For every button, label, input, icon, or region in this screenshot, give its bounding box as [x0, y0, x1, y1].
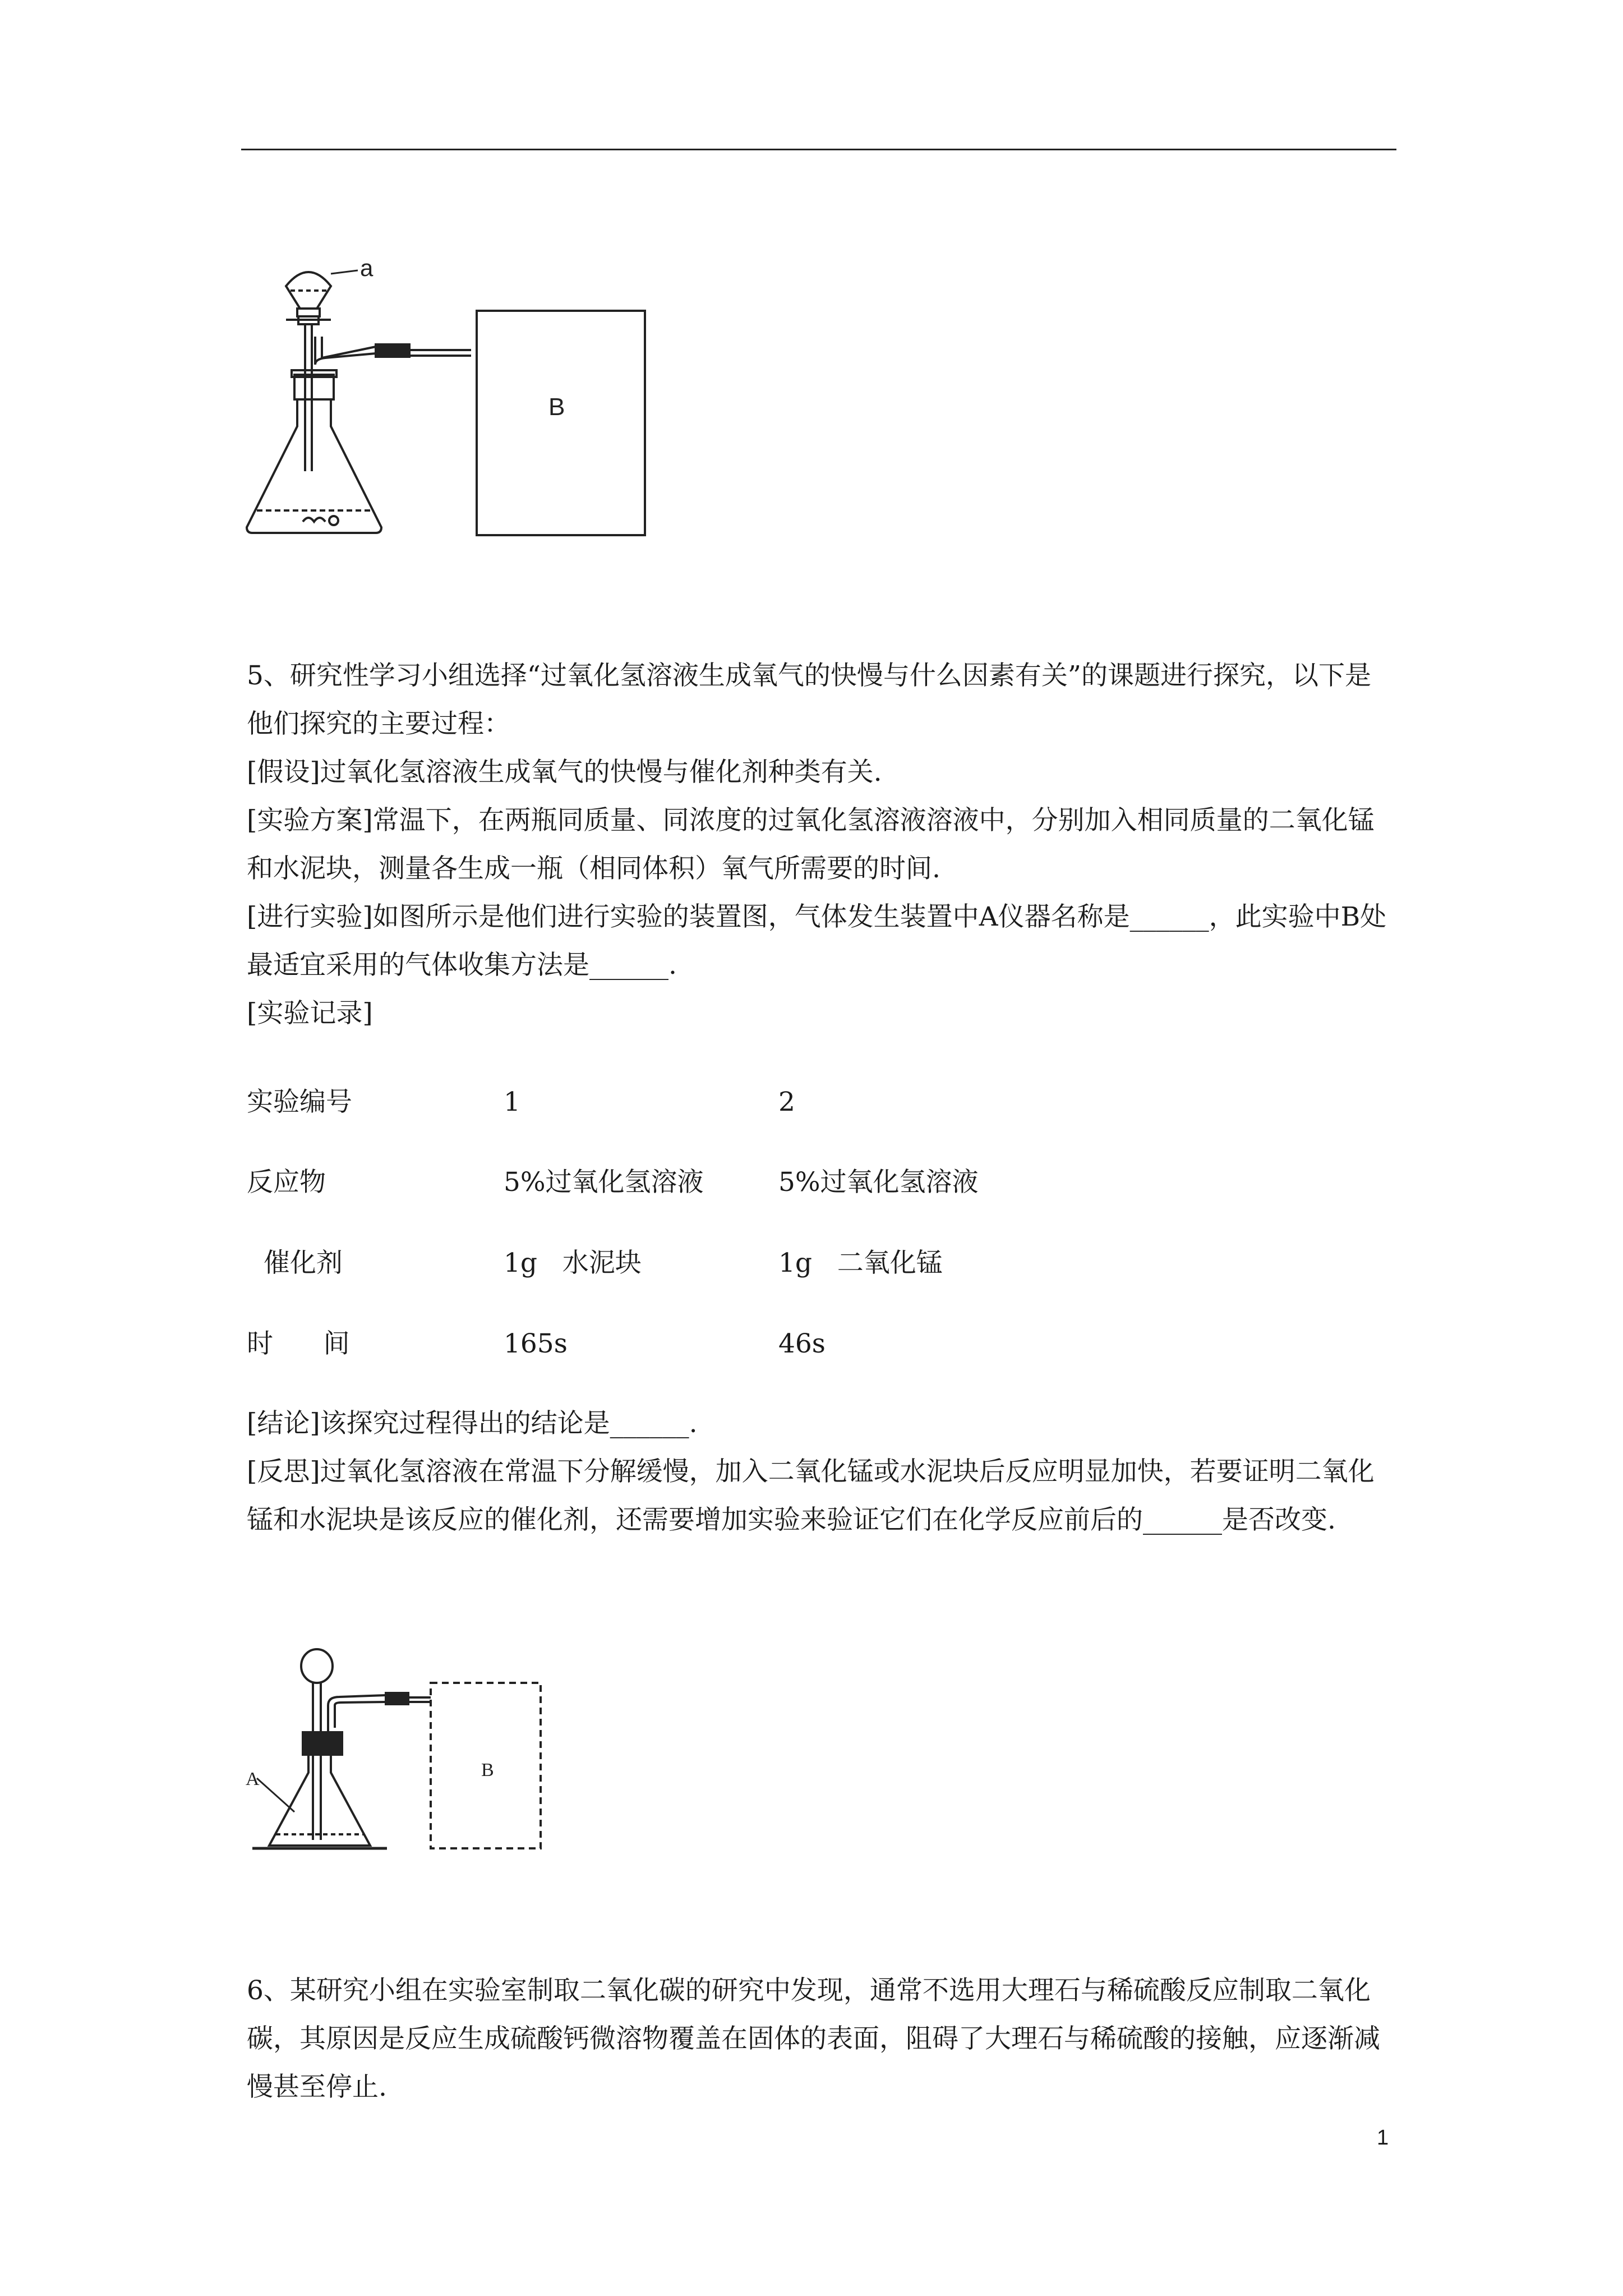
header-rule	[241, 149, 1396, 150]
apparatus-figure-1	[236, 247, 662, 550]
q5-intro: 5、研究性学习小组选择“过氧化氢溶液生成氧气的快慢与什么因素有关”的课题进行探究，以下是他们探究的主要过程：	[247, 660, 1371, 739]
table-cell: 1g 水泥块	[504, 1248, 642, 1278]
q5-plan: [实验方案]常温下，在两瓶同质量、同浓度的过氧化氢溶液溶液中，分别加入相同质量的二氧化锰和水泥块，测量各生成一瓶（相同体积）氧气所需要的时间.	[247, 805, 1375, 884]
table-cell: 1	[504, 1087, 520, 1117]
funnel-label-a: a	[360, 255, 374, 281]
table-cell: 反应物	[247, 1167, 326, 1198]
table-cell: 催化剂	[247, 1248, 343, 1278]
table-cell: 5%过氧化氢溶液	[504, 1167, 704, 1198]
flask-label-a: A	[246, 1769, 260, 1789]
question-5	[247, 652, 1396, 1038]
question-5-continued	[247, 1400, 1396, 1544]
q6-text: 6、某研究小组在实验室制取二氧化碳的研究中发现，通常不选用大理石与稀硫酸反应制取二氧化碳，其原因是反应生成硫酸钙微溶物覆盖在固体的表面，阻碍了大理石与稀硫酸的接触，应逐渐减慢甚至停止.	[247, 1975, 1380, 2102]
question-6	[247, 1967, 1396, 2111]
page-number: 1	[1377, 2126, 1389, 2150]
table-cell: 5%过氧化氢溶液	[778, 1167, 979, 1198]
apparatus-figure-2	[241, 1644, 566, 1868]
table-cell: 2	[778, 1087, 795, 1117]
box-b-label: B	[481, 1760, 494, 1780]
q5-experiment: [进行实验]如图所示是他们进行实验的装置图，气体发生装置中A仪器名称是______，此实验中B处最适宜采用的气体收集方法是______.	[247, 901, 1387, 981]
collection-box-b	[477, 311, 645, 535]
q5-conclusion: [结论]该探究过程得出的结论是______.	[247, 1408, 698, 1439]
table-cell: 1g 二氧化锰	[778, 1248, 943, 1278]
table-cell: 165s	[504, 1328, 568, 1359]
conical-flask	[247, 399, 381, 533]
table-cell: 时 间	[247, 1328, 350, 1359]
box-b-label: B	[548, 393, 565, 421]
q5-reflection: [反思]过氧化氢溶液在常温下分解缓慢，加入二氧化锰或水泥块后反应明显加快，若要证明二氧化锰和水泥块是该反应的催化剂，还需要增加实验来验证它们在化学反应前后的______是否改变.	[247, 1456, 1375, 1535]
table-cell: 实验编号	[247, 1087, 352, 1117]
q5-hypothesis: [假设]过氧化氢溶液生成氧气的快慢与催化剂种类有关.	[247, 757, 882, 788]
q5-record-label: [实验记录]	[247, 998, 373, 1029]
table-cell: 46s	[778, 1328, 826, 1359]
